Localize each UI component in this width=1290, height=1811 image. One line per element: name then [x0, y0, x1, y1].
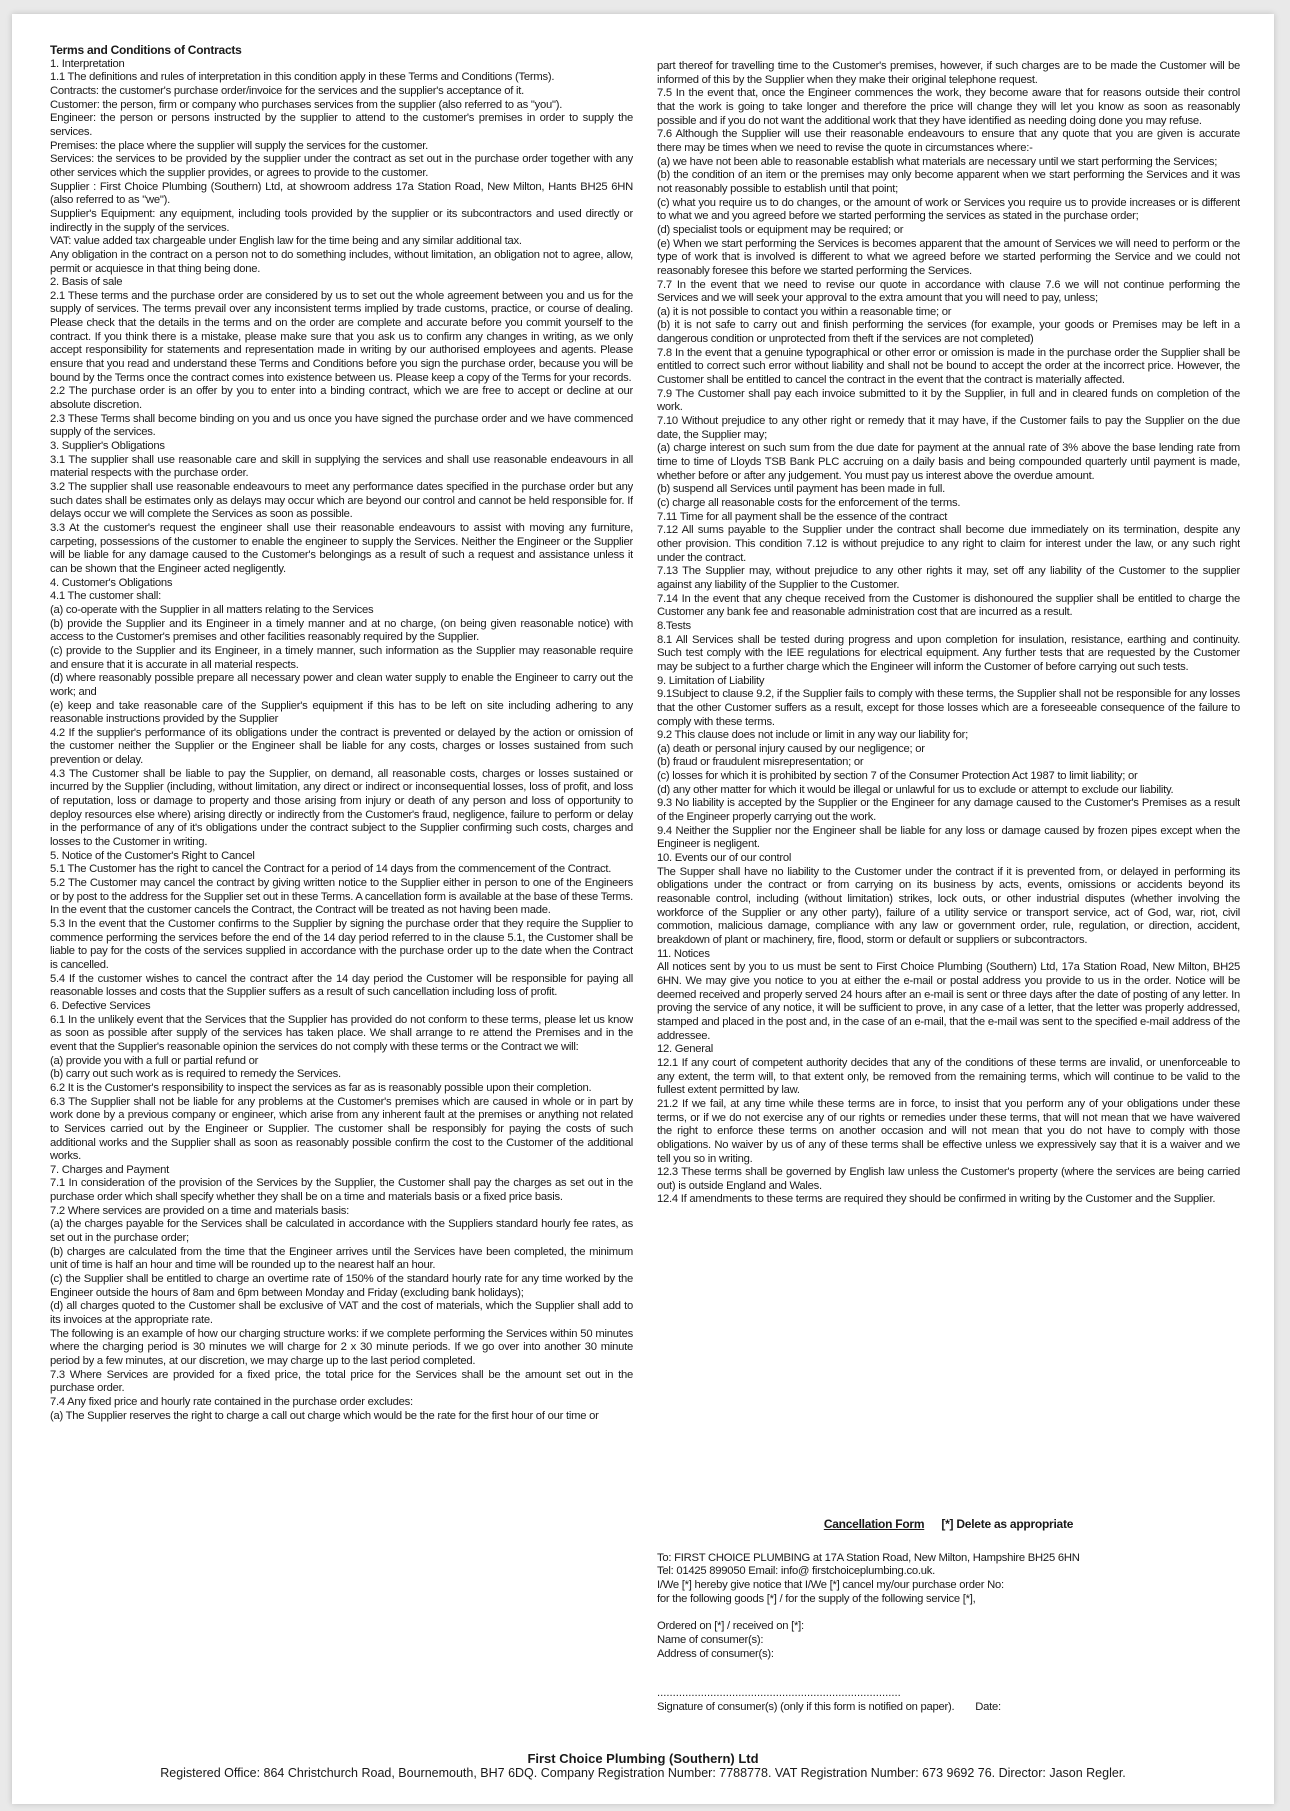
terms-paragraph: 7.13 The Supplier may, without prejudice to any other rights it may, set off any liability of the Customer to the supplier against any liability of the Supplier to the Customer.	[657, 565, 1240, 591]
footer-company-name: First Choice Plumbing (Southern) Ltd	[527, 1751, 759, 1766]
terms-paragraph: 5.1 The Customer has the right to cancel the Contract for a period of 14 days from the commencement of the Contract.	[50, 863, 612, 876]
terms-paragraph: Premises: the place where the supplier will supply the services for the customer.	[50, 139, 429, 152]
terms-paragraph: Services: the services to be provided by the supplier under the contract as set out in the purchase order together with any other services which the supplier provides, or agrees to provide to the customer.	[50, 153, 633, 179]
terms-paragraph: 7.8 In the event that a genuine typographical or other error or omission is made in the purchase order the Supplier shall be entitled to correct such error without liability and shall not be bound to accept the order at the incorrect price. However, the Customer shall be entitled to cancel the contract in the event that the contract is materially affected.	[657, 346, 1240, 387]
terms-paragraph: 5.3 In the event that the Customer confirms to the Supplier by signing the purchase order that they require the Supplier to commence performing the services before the end of the 14 day period referred to in the clause 5.1, the Customer shall be liable to pay for the costs of the services supplied in accordance with the purchase order up to the date when the Contract is cancelled.	[50, 918, 633, 971]
terms-paragraph: 2.2 The purchase order is an offer by you to enter into a binding contract, which we are free to accept or decline at our absolute discretion.	[50, 385, 633, 412]
terms-paragraph: 3.3 At the customer's request the engineer shall use their reasonable endeavours to assist with moving any furniture, carpeting, possessions of the customer to enable the engineer to supply the Services. Neither the Engineer or the Supplier will be liable for any damage caused to the Customer's belongings as a result of such a request and assistance unless it can be shown that the Engineer acted negligently.	[50, 521, 633, 575]
terms-paragraph: 4.1 The customer shall:	[50, 590, 161, 603]
terms-paragraph: (d) where reasonably possible prepare all necessary power and clean water supply to enable the Engineer to carry out the work; and	[50, 672, 633, 698]
terms-left-column	[50, 44, 633, 1749]
document-page	[12, 14, 1274, 1804]
terms-paragraph: 7.14 In the event that any cheque received from the Customer is dishonoured the supplier shall be entitled to charge the Customer any bank fee and reasonable administration cost that are incurred as a result.	[657, 592, 1240, 619]
terms-paragraph: (a) provide you with a full or partial refund or	[50, 1054, 259, 1067]
terms-paragraph: 2. Basis of sale	[50, 276, 123, 289]
terms-paragraph: 7.11 Time for all payment shall be the essence of the contract	[657, 510, 948, 523]
terms-paragraph: 8.Tests	[657, 619, 691, 632]
terms-paragraph: 7.9 The Customer shall pay each invoice submitted to it by the Supplier, in full and in cleared funds on completion of the work.	[657, 387, 1240, 414]
terms-paragraph: 9.1Subject to clause 9.2, if the Supplier fails to comply with these terms, the Supplier shall not be responsible for any losses that the other Customer suffers as a result, except for those losses which are a foreseeable consequence of the failure to comply with these terms.	[657, 688, 1240, 728]
date-label: Date:	[975, 1700, 1001, 1713]
terms-paragraph: 21.2 If we fail, at any time while these terms are in force, to insist that you perform any of your obligations under these terms, or if we do not exercise any of our rights or remedies under these terms, that will not mean that we have waivered the right to enforce these terms on another occasion and will not mean that you do not have to comply with those obligations. No waiver by us of any of these terms shall be effective unless we expressively say that it is a waiver and we tell you so in writing.	[657, 1097, 1240, 1165]
terms-paragraph: The following is an example of how our charging structure works: if we complete performing the Services within 50 minutes where the charging period is 30 minutes we will charge for 2 x 30 minute periods. If we go over into another 30 minute period by a few minutes, at our discretion, we may charge up to the last period completed.	[50, 1327, 633, 1367]
terms-paragraph: (c) the Supplier shall be entitled to charge an overtime rate of 150% of the standard hourly rate for any time worked by the Engineer outside the hours of 8am and 6pm between Monday and Friday (excluding bank holidays);	[50, 1273, 633, 1299]
terms-paragraph: (a) charge interest on such sum from the due date for payment at the annual rate of 3% above the base lending rate from time to time of Lloyds TSB Bank PLC accruing on a daily basis and being compounded quarterly until payment is made, whether before or after any judgement. You must pay us interest above the overdue amount.	[657, 442, 1240, 482]
terms-paragraph: 3.1 The supplier shall use reasonable care and skill in supplying the services and shall use reasonable endeavours in all material respects with the purchase order.	[50, 453, 633, 480]
delete-note: [*] Delete as appropriate	[941, 1517, 1074, 1531]
terms-paragraph: 12.4 If amendments to these terms are required they should be confirmed in writing by the Customer and the Supplier.	[657, 1193, 1216, 1206]
signature-line	[657, 1701, 1240, 1715]
terms-paragraph: 4. Customer's Obligations	[50, 576, 173, 589]
terms-paragraph: (b) fraud or fraudulent misrepresentation; or	[657, 756, 864, 769]
terms-paragraph: (b) provide the Supplier and its Engineer in a timely manner and at no charge, (on being given reasonable notice) with access to the Customer's premises and other facilities reasonably required by the Supplier.	[50, 617, 633, 644]
terms-paragraph: (a) co-operate with the Supplier in all matters relating to the Services	[50, 603, 374, 616]
terms-paragraph: 4.2 If the supplier's performance of its obligations under the contract is prevented or delayed by the action or omission of the customer neither the Supplier or the Engineer shall be liable for any costs, charges or losses sustained from such prevention or delay.	[50, 726, 633, 767]
terms-paragraph: 10. Events our of our control	[657, 852, 792, 865]
terms-paragraph: 1.1 The definitions and rules of interpretation in this condition apply in these Terms and Conditions (Terms).	[50, 71, 555, 84]
terms-paragraph: 12. General	[657, 1043, 714, 1056]
terms-paragraph: 3.2 The supplier shall use reasonable endeavours to meet any performance dates specified in the purchase order but any such dates shall be estimates only as delays may occur which are beyond our control and cannot be held responsible for. If delays occur we will complete the Services as soon as possible.	[50, 481, 633, 521]
terms-paragraph: 5.2 The Customer may cancel the contract by giving written notice to the Supplier either in person to one of the Engineers or by post to the address for the Supplier set out in these Terms. A cancellation form is available at the base of these Terms. In the event that the customer cancels the Contract, the Contract will be treated as not having been made.	[50, 877, 633, 917]
terms-paragraph: 3. Supplier's Obligations	[50, 440, 165, 453]
terms-paragraph: 5.4 If the customer wishes to cancel the contract after the 14 day period the Customer will be responsible for paying all reasonable losses and costs that the Supplier suffers as a result of such cancellation including loss of profit.	[50, 972, 633, 999]
terms-paragraph: 7.12 All sums payable to the Supplier under the contract shall become due immediately on its termination, despite any other provision. This condition 7.12 is without prejudice to any right to claim for interest under the law, or any such right under the contract.	[657, 524, 1240, 564]
cancellation-form-title: Cancellation Form	[823, 1517, 925, 1531]
terms-paragraph: Any obligation in the contract on a person not to do something includes, without limitation, an obligation not to agree, allow, permit or acquiesce in that thing being done.	[50, 248, 633, 275]
terms-paragraph: (b) carry out such work as is required to remedy the Services.	[50, 1068, 341, 1081]
to-line: To: FIRST CHOICE PLUMBING at 17A Station Road, New Milton, Hampshire BH25 6HN	[657, 1551, 1080, 1564]
terms-paragraph: 11. Notices	[657, 947, 710, 960]
terms-paragraph: The Supper shall have no liability to the Customer under the contract if it is prevented from, or delayed in performing its obligations under the contract or from carrying on its business by acts, events, omissions or accidents beyond its reasonable control, including (without limitation) strikes, lock outs, or other industrial disputes (whether involving the workforce of the Supplier or any other party), failure of a utility service or transport service, act of God, war, riot, civil commotion, malicious damage, compliance with any law or government order, rule, regulation, or direction, accident, breakdown of plant or machinery, fire, flood, storm or default or suppliers or subcontractors.	[657, 865, 1240, 946]
page-footer	[12, 1751, 1274, 1781]
terms-paragraph: 7.4 Any fixed price and hourly rate contained in the purchase order excludes:	[50, 1395, 413, 1408]
terms-paragraph: 9. Limitation of Liability	[657, 674, 765, 687]
terms-paragraph: Engineer: the person or persons instructed by the supplier to attend to the customer's premises in order to supply the services.	[50, 112, 633, 138]
terms-paragraph: (b) the condition of an item or the premises may only become apparent when we start performing the Services and it was not reasonably possible to establish until that point;	[657, 169, 1240, 195]
terms-paragraph: (a) death or personal injury caused by our negligence; or	[657, 742, 925, 755]
terms-paragraph: part thereof for travelling time to the Customer's premises, however, if such charges are to be made the Customer will be informed of this by the Supplier when they make their original telephone request.	[657, 60, 1240, 86]
terms-paragraph: (d) specialist tools or equipment may be required; or	[657, 223, 904, 236]
terms-paragraph: (e) keep and take reasonable care of the Supplier's equipment if this has to be left on site including adhering to any reasonable instructions provided by the Supplier	[50, 699, 633, 726]
terms-paragraph: (e) When we start performing the Services is becomes apparent that the amount of Services we will need to perform or the type of work that is involved is different to what we agreed before we started performing the Service and we could not reasonably foresee this before we started performing the Services.	[657, 237, 1240, 277]
terms-paragraph: (a) we have not been able to reasonable establish what materials are necessary until we start performing the Services;	[657, 155, 1218, 168]
address-line: Address of consumer(s):	[657, 1647, 774, 1660]
terms-paragraph: 7.5 In the event that, once the Engineer commences the work, they become aware that for reasons outside their control that the work is going to take longer and therefore the price will change they will let you know as soon as reasonably possible and if you do not want the additional work that they have identified as needing doing done you may refuse.	[657, 87, 1240, 127]
footer-registration-details: Registered Office: 864 Christchurch Road, Bournemouth, BH7 6DQ. Company Registration Number: 7788778. VAT Registration Number: 673 9692 76. Director: Jason Regler.	[160, 1766, 1126, 1780]
terms-paragraph: All notices sent by you to us must be sent to First Choice Plumbing (Southern) Ltd, 17a Station Road, New Milton, BH25 6HN. We may give you notice to you at either the e-mail or postal address you provide to us in the order. Notice will be deemed received and properly served 24 hours after an e-mail is sent or three days after the date of posting of any letter. In proving the service of any notice, it will be sufficient to prove, in any case of a letter, that the letter was properly addressed, stamped and placed in the post and, in the case of an e-mail, that the e-mail was sent to the specified e-mail address of the addressee.	[657, 961, 1240, 1042]
terms-paragraph: 1. Interpretation	[50, 57, 125, 70]
terms-paragraph: (c) charge all reasonable costs for the enforcement of the terms.	[657, 497, 961, 509]
terms-paragraph: 2.1 These terms and the purchase order are considered by us to set out the whole agreement between you and us for the supply of services. The terms prevail over any inconsistent terms implied by trade customs, practice, or course of dealing. Please check that the details in the terms and on the order are complete and accurate before you commit yourself to the contract. If you think there is a mistake, please make sure that you ask us to confirm any changes in writing, as we only accept responsibility for statements and representation made in writing by our authorised employees and agents. Please ensure that you read and understand these Terms and Conditions before you sign the purchase order, because you will be bound by the Terms once the contract comes into existence between us. Please keep a copy of the Terms for your records.	[50, 289, 633, 384]
cancellation-form	[657, 1518, 1240, 1715]
signature-dotted-line: ..............................................................................	[657, 1687, 901, 1700]
terms-paragraph: 2.3 These Terms shall become binding on you and us once you have signed the purchase order and we have commenced supply of the services.	[50, 412, 633, 439]
document-title: Terms and Conditions of Contracts	[50, 44, 242, 57]
terms-paragraph: 12.3 These terms shall be governed by English law unless the Customer's property (where the services are being carried out) is outside England and Wales.	[657, 1166, 1240, 1192]
terms-paragraph: Supplier : First Choice Plumbing (Southern) Ltd, at showroom address 17a Station Road, New Milton, Hants BH25 6HN (also referred to as "we").	[50, 180, 633, 207]
tel-line: Tel: 01425 899050 Email: info@ firstchoiceplumbing.co.uk.	[657, 1565, 935, 1578]
terms-right-column	[657, 60, 1240, 1749]
terms-paragraph: 8.1 All Services shall be tested during progress and upon completion for insulation, resistance, earthing and continuity. Such test comply with the IEE regulations for electrical equipment. Any further tests that are requested by the Customer may be subject to a further charge which the Engineer will inform the Customer of before carrying out such tests.	[657, 633, 1240, 673]
terms-paragraph: Contracts: the customer's purchase order/invoice for the services and the supplier's acceptance of it.	[50, 84, 525, 97]
terms-paragraph: 9.4 Neither the Supplier nor the Engineer shall be liable for any loss or damage caused by frozen pipes except when the Engineer is negligent.	[657, 824, 1240, 851]
terms-paragraph: 6.1 In the unlikely event that the Services that the Supplier has provided do not conform to these terms, please let us know as soon as possible after supply of the services has taken place. We shall arrange to re attend the Premises and in the event that the Supplier's reasonable opinion the services do not comply with these terms or the Contract we will:	[50, 1013, 633, 1053]
terms-paragraph: 7.2 Where services are provided on a time and materials basis:	[50, 1204, 350, 1217]
terms-paragraph: (c) what you require us to do changes, or the amount of work or Services you require us to provide increases or is different to what we and you agreed before we started performing the services as stated in the purchase order;	[657, 196, 1240, 223]
terms-paragraph: Supplier's Equipment: any equipment, including tools provided by the supplier or its subcontractors and used directly or indirectly in the supply of the services.	[50, 207, 633, 234]
terms-paragraph: 7.10 Without prejudice to any other right or remedy that it may have, if the Customer fails to pay the Supplier on the due date, the Supplier may;	[657, 415, 1240, 441]
terms-paragraph: (a) it is not possible to contact you within a reasonable time; or	[657, 305, 952, 318]
terms-paragraph: (d) any other matter for which it would be illegal or unlawful for us to exclude or attempt to exclude our liability.	[657, 783, 1174, 796]
terms-paragraph: (c) provide to the Supplier and its Engineer, in a timely manner, such information as the Supplier may reasonable require and ensure that it is accurate in all material respects.	[50, 644, 633, 671]
terms-paragraph: (b) suspend all Services until payment has been made in full.	[657, 483, 946, 496]
terms-paragraph: 4.3 The Customer shall be liable to pay the Supplier, on demand, all reasonable costs, charges or losses sustained or incurred by the Supplier (including, without limitation, any direct or indirect or inconsequential losses, loss of profit, and loss of reputation, loss or damage to property and those arising from injury or death of any person and loss of opportunity to deploy resources else where) arising directly or indirectly from the Customer's fraud, negligence, failure to perform or delay in the performance of any of it's obligations under the contract subject to the Supplier confirming such costs, charges and losses to the Customer in writing.	[50, 767, 633, 849]
terms-paragraph: 9.2 This clause does not include or limit in any way our liability for;	[657, 729, 968, 742]
terms-paragraph: Customer: the person, firm or company who purchases services from the supplier (also referred to as "you").	[50, 98, 563, 111]
goods-line: for the following goods [*] / for the supply of the following service [*],	[657, 1592, 976, 1605]
terms-paragraph: (b) charges are calculated from the time that the Engineer arrives until the Services have been completed, the minimum unit of time is half an hour and time will be rounded up to the nearest half an hour.	[50, 1245, 633, 1272]
notice-line: I/We [*] hereby give notice that I/We [*] cancel my/our purchase order No:	[657, 1578, 1004, 1591]
terms-paragraph: 5. Notice of the Customer's Right to Cancel	[50, 849, 255, 862]
terms-paragraph: (d) all charges quoted to the Customer shall be exclusive of VAT and the cost of materials, which the Supplier shall add to its invoices at the appropriate rate.	[50, 1300, 633, 1327]
terms-paragraph: 12.1 If any court of competent authority decides that any of the conditions of these terms are invalid, or unenforceable to any extent, the term will, to that extent only, be removed from the remaining terms, which will continue to be valid to the fullest extent permitted by law.	[657, 1056, 1240, 1097]
terms-paragraph: 7.3 Where Services are provided for a fixed price, the total price for the Services shall be the amount set out in the purchase order.	[50, 1368, 633, 1395]
terms-paragraph: 6.3 The Supplier shall not be liable for any problems at the Customer's premises which are caused in whole or in part by work done by a previous company or engineer, which arise from any inherent fault at the premises or anything not related to Services carried out by the Engineer or Supplier. The customer shall be responsibly for paying the costs of such additional works and the Supplier shall as soon as reasonably possible confirm the cost to the Customer of the additional works.	[50, 1095, 633, 1163]
terms-paragraph: (c) losses for which it is prohibited by section 7 of the Consumer Protection Act 1987 to limit liability; or	[657, 770, 1138, 783]
terms-paragraph: 7.1 In consideration of the provision of the Services by the Supplier, the Customer shall pay the charges as set out in the purchase order which shall specify whether they shall be on a time and materials basis or a fixed price basis.	[50, 1177, 633, 1204]
ordered-line: Ordered on [*] / received on [*]:	[657, 1620, 804, 1633]
name-line: Name of consumer(s):	[657, 1633, 764, 1646]
terms-paragraph: 6.2 It is the Customer's responsibility to inspect the services as far as is reasonably possible upon their completion.	[50, 1081, 592, 1094]
terms-paragraph: 6. Defective Services	[50, 999, 151, 1012]
cancellation-form-heading	[657, 1518, 1240, 1532]
terms-paragraph: (a) the charges payable for the Services shall be calculated in accordance with the Suppliers standard hourly fee rates, as set out in the purchase order;	[50, 1218, 633, 1245]
terms-paragraph: (b) it is not safe to carry out and finish performing the services (for example, your goods or Premises may be left in a dangerous condition or unprotected from theft if the services are not completed)	[657, 319, 1240, 346]
terms-paragraph: 7.6 Although the Supplier will use their reasonable endeavours to ensure that any quote that you are given is accurate there may be times when we need to revise the quote in circumstances where:-	[657, 128, 1240, 154]
terms-paragraph: VAT: value added tax chargeable under English law for the time being and any similar additional tax.	[50, 235, 522, 248]
signature-label: Signature of consumer(s) (only if this form is notified on paper).	[657, 1700, 955, 1713]
terms-paragraph: 7. Charges and Payment	[50, 1163, 169, 1176]
terms-paragraph: (a) The Supplier reserves the right to charge a call out charge which would be the rate for the first hour of our time or	[50, 1409, 599, 1422]
terms-paragraph: 7.7 In the event that we need to revise our quote in accordance with clause 7.6 we will not continue performing the Services and we will seek your approval to the extra amount that you will need to pay, unless;	[657, 278, 1240, 305]
terms-paragraph: 9.3 No liability is accepted by the Supplier or the Engineer for any damage caused to the Customer's Premises as a result of the Engineer properly carrying out the work.	[657, 797, 1240, 824]
